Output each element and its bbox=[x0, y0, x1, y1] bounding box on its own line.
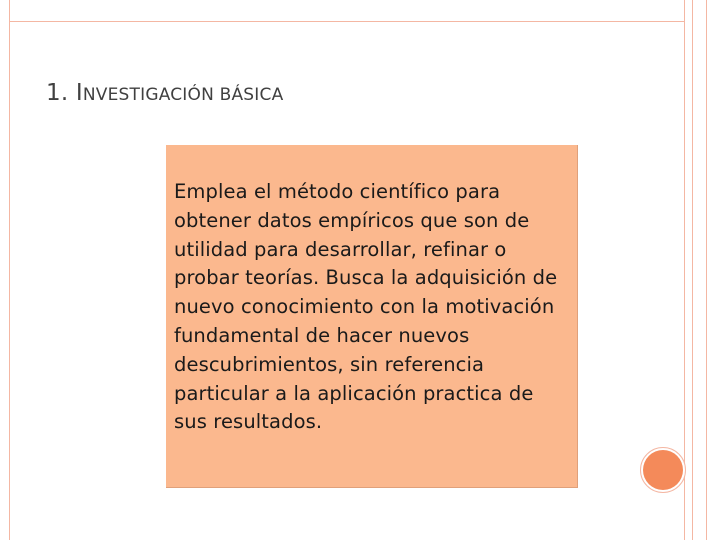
slide-title bbox=[46, 80, 283, 106]
frame-line-right-inner bbox=[684, 0, 685, 540]
frame-line-top bbox=[9, 21, 685, 22]
body-text: Emplea el método científico para obtener datos empíricos que son de utilidad para desarrollar, refinar o probar teorías. Busca la adquisición de nuevo conocimiento con la motivación fundamental de hacer nuevos descubrimientos, sin referencia particular a la aplicación practica de sus resultados. bbox=[174, 180, 558, 434]
decorative-circle-icon bbox=[643, 450, 683, 490]
slide-title-lead: 1. I bbox=[46, 80, 83, 106]
frame-line-right-middle bbox=[692, 0, 693, 540]
slide-title-smallcaps: NVESTIGACIÓN BÁSICA bbox=[82, 85, 284, 105]
frame-line-right-outer bbox=[706, 0, 707, 540]
frame-line-left bbox=[9, 0, 10, 540]
